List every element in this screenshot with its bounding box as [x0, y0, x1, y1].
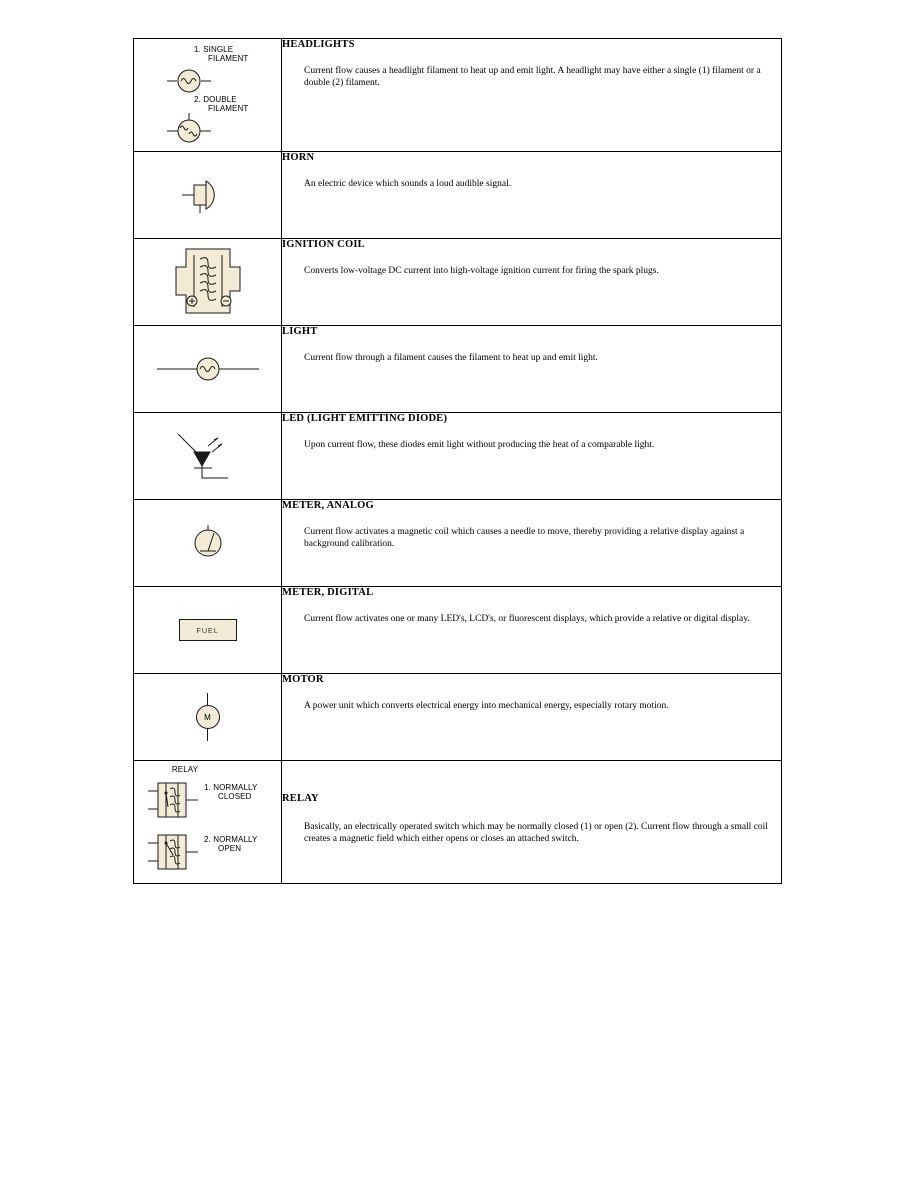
table-row — [134, 413, 782, 500]
desc-cell-motor — [282, 674, 782, 761]
symbol-title: HORN — [282, 152, 315, 163]
caption-single-filament: 1. SINGLE FILAMENT — [194, 45, 249, 64]
relay-symbols — [134, 761, 281, 883]
motor-icon — [196, 693, 220, 741]
digital-meter-symbol — [134, 587, 281, 673]
caption-normally-closed: 1. NORMALLY CLOSED — [204, 783, 258, 802]
symbol-title: METER, DIGITAL — [282, 587, 374, 598]
table-row — [134, 239, 782, 326]
motor-bottom-lead — [207, 729, 208, 741]
symbol-cell-motor — [134, 674, 282, 761]
symbol-description: A power unit which converts electrical energy into mechanical energy, especially rotary motion. — [304, 700, 669, 711]
motor-label: M — [204, 712, 211, 722]
symbol-cell-meter-digital — [134, 587, 282, 674]
symbol-description: Upon current flow, these diodes emit light without producing the heat of a comparable light. — [304, 439, 655, 450]
symbol-cell-light — [134, 326, 282, 413]
symbol-cell-headlights — [134, 39, 282, 152]
ignition-coil-symbol — [134, 239, 281, 325]
desc-cell-meter-digital — [282, 587, 782, 674]
symbol-description: Basically, an electrically operated switch which may be normally closed (1) or open (2). Current flow through a small coil creates a magnetic field which either opens or closes an attached switch. — [304, 821, 768, 845]
symbol-description: An electric device which sounds a loud audible signal. — [304, 178, 512, 189]
table-row — [134, 761, 782, 884]
table-row — [134, 674, 782, 761]
symbol-title: MOTOR — [282, 674, 324, 685]
table-row — [134, 39, 782, 152]
led-diode-symbol — [134, 413, 281, 499]
symbol-cell-ignition-coil — [134, 239, 282, 326]
table-row — [134, 326, 782, 413]
analog-meter-symbol — [134, 500, 281, 586]
desc-cell-ignition-coil — [282, 239, 782, 326]
symbol-description: Current flow through a filament causes the filament to heat up and emit light. — [304, 352, 598, 363]
horn-symbol — [134, 152, 281, 238]
single-filament-lamp-icon — [167, 67, 211, 95]
caption-double-filament: 2. DOUBLE FILAMENT — [194, 95, 249, 114]
symbol-title: LIGHT — [282, 326, 318, 337]
relay-normally-open-icon — [148, 829, 200, 875]
fuel-label: FUEL — [196, 625, 219, 635]
motor-symbol — [134, 674, 281, 760]
symbol-description: Current flow activates one or many LED's, LCD's, or fluorescent displays, which provide a relative or digital display. — [304, 613, 750, 624]
symbol-description: Current flow activates a magnetic coil which causes a needle to move, thereby providing a relative display against a background calibration. — [304, 526, 745, 550]
table-row — [134, 587, 782, 674]
motor-circle — [196, 705, 220, 729]
symbol-title: METER, ANALOG — [282, 500, 374, 511]
desc-cell-meter-analog — [282, 500, 782, 587]
symbol-title: HEADLIGHTS — [282, 39, 355, 50]
light-bulb-symbol — [134, 326, 281, 412]
symbol-description: Current flow causes a headlight filament to heat up and emit light. A headlight may have either a single (1) filament or a double (2) filament. — [304, 65, 761, 89]
symbol-description: Converts low-voltage DC current into high-voltage ignition current for firing the spark plugs. — [304, 265, 659, 276]
desc-cell-led — [282, 413, 782, 500]
symbol-title: RELAY — [282, 793, 319, 804]
double-filament-lamp-icon — [167, 113, 211, 145]
desc-cell-headlights — [282, 39, 782, 152]
symbol-cell-meter-analog — [134, 500, 282, 587]
symbol-cell-horn — [134, 152, 282, 239]
caption-relay: RELAY — [171, 765, 199, 774]
electrical-symbols-table — [133, 38, 782, 884]
symbol-cell-relay — [134, 761, 282, 884]
symbol-title: LED (LIGHT EMITTING DIODE) — [282, 413, 448, 424]
table-row — [134, 152, 782, 239]
table-row — [134, 500, 782, 587]
caption-normally-open: 2. NORMALLY OPEN — [204, 835, 258, 854]
relay-normally-closed-icon — [148, 777, 200, 823]
motor-top-lead — [207, 693, 208, 705]
symbol-title: IGNITION COIL — [282, 239, 365, 250]
fuel-display-box — [179, 619, 237, 641]
headlight-lamp-symbols — [134, 39, 281, 151]
desc-cell-light — [282, 326, 782, 413]
symbol-cell-led — [134, 413, 282, 500]
desc-cell-horn — [282, 152, 782, 239]
desc-cell-relay — [282, 761, 782, 884]
